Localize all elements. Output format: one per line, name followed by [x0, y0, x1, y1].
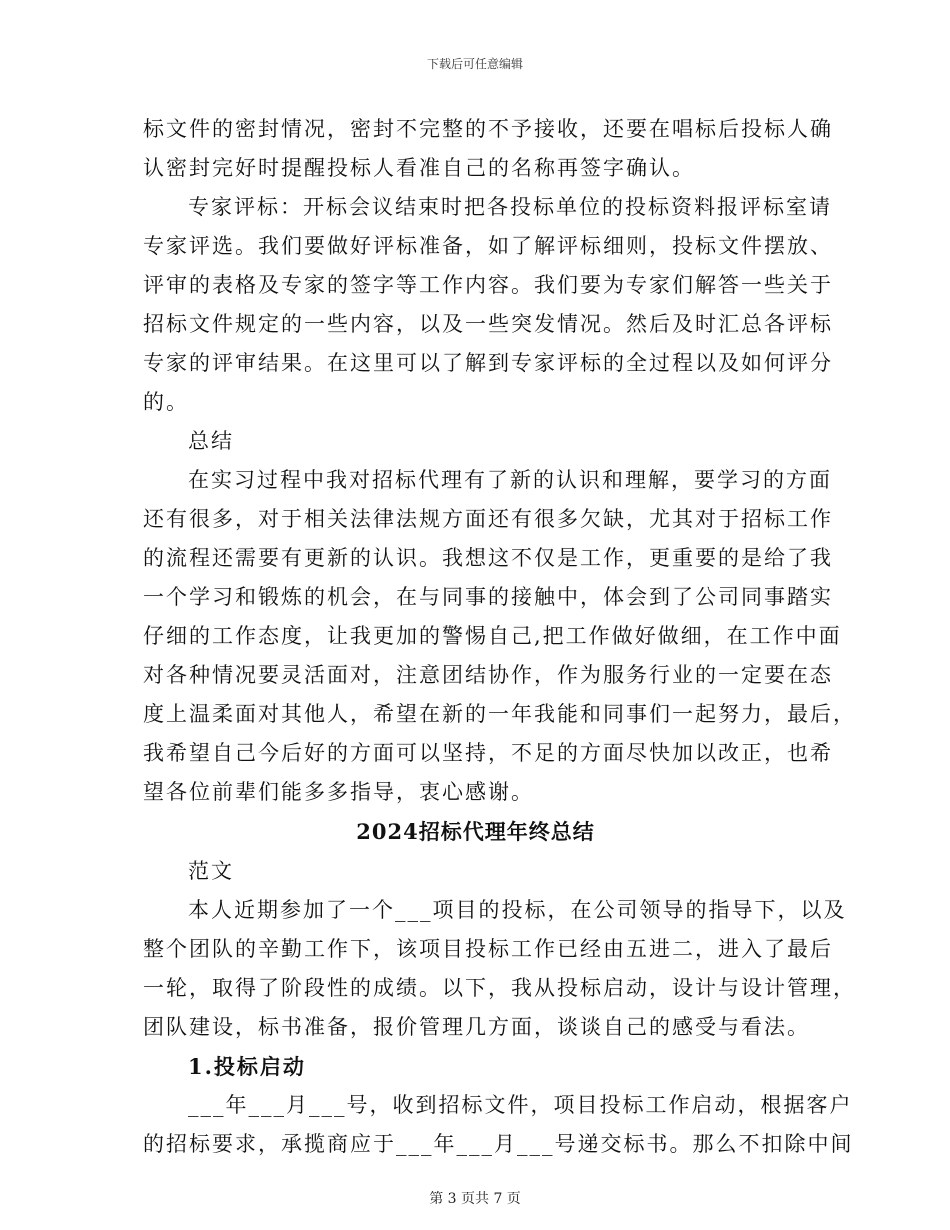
text-line: 我希望自己今后好的方面可以坚持，不足的方面尽快加以改正，也希 — [143, 741, 833, 765]
text-line: 的。 — [143, 390, 189, 414]
text-line: 仔细的工作态度，让我更加的警惕自己,把工作做好做细，在工作中面 — [143, 624, 842, 648]
text-line: 望各位前辈们能多多指导，衷心感谢。 — [143, 780, 534, 804]
text-line: 度上温柔面对其他人，希望在新的一年我能和同事们一起努力，最后， — [143, 702, 856, 726]
text-line: 在实习过程中我对招标代理有了新的认识和理解，要学习的方面 — [188, 468, 832, 492]
text-line: 还有很多，对于相关法律法规方面还有很多欠缺，尤其对于招标工作 — [143, 507, 833, 531]
section-heading: 范文 — [188, 859, 234, 883]
subsection-heading: 1.投标启动 — [188, 1054, 306, 1079]
document-title: 2024招标代理年终总结 — [356, 819, 595, 844]
text-line: 本人近期参加了一个___项目的投标，在公司领导的指导下，以及 — [188, 898, 847, 922]
text-line: 评审的表格及专家的签字等工作内容。我们要为专家们解答一些关于 — [143, 273, 833, 297]
text-line: 整个团队的辛勤工作下，该项目投标工作已经由五进二，进入了最后 — [143, 937, 833, 961]
text-line: 专家评选。我们要做好评标准备，如了解评标细则，投标文件摆放、 — [143, 234, 833, 258]
text-line: 认密封完好时提醒投标人看准自己的名称再签字确认。 — [143, 156, 695, 180]
text-line: 一轮，取得了阶段性的成绩。以下，我从投标启动，设计与设计管理， — [143, 976, 856, 1000]
page-footer: 第 3 页共 7 页 — [429, 1191, 521, 1207]
section-heading: 总结 — [188, 429, 234, 453]
text-line: 的流程还需要有更新的认识。我想这不仅是工作，更重要的是给了我 — [143, 546, 833, 570]
text-line: 招标文件规定的一些内容，以及一些突发情况。然后及时汇总各评标 — [143, 312, 833, 336]
text-line: 团队建设，标书准备，报价管理几方面，谈谈自己的感受与看法。 — [143, 1015, 810, 1039]
text-line: 的招标要求，承揽商应于___年___月___号递交标书。那么不扣除中间 — [143, 1132, 854, 1156]
text-line: 对各种情况要灵活面对，注意团结协作，作为服务行业的一定要在态 — [143, 663, 833, 687]
text-line: 专家的评审结果。在这里可以了解到专家评标的全过程以及如何评分 — [143, 351, 833, 375]
text-line: ___年___月___号，收到招标文件，项目投标工作启动，根据客户 — [188, 1093, 853, 1117]
text-line: 一个学习和锻炼的机会，在与同事的接触中，体会到了公司同事踏实 — [143, 585, 833, 609]
document-body — [143, 110, 856, 1164]
page-header: 下载后可任意编辑 — [426, 57, 523, 71]
text-line: 专家评标：开标会议结束时把各投标单位的投标资料报评标室请 — [188, 195, 832, 219]
text-line: 标文件的密封情况，密封不完整的不予接收，还要在唱标后投标人确 — [143, 117, 833, 141]
